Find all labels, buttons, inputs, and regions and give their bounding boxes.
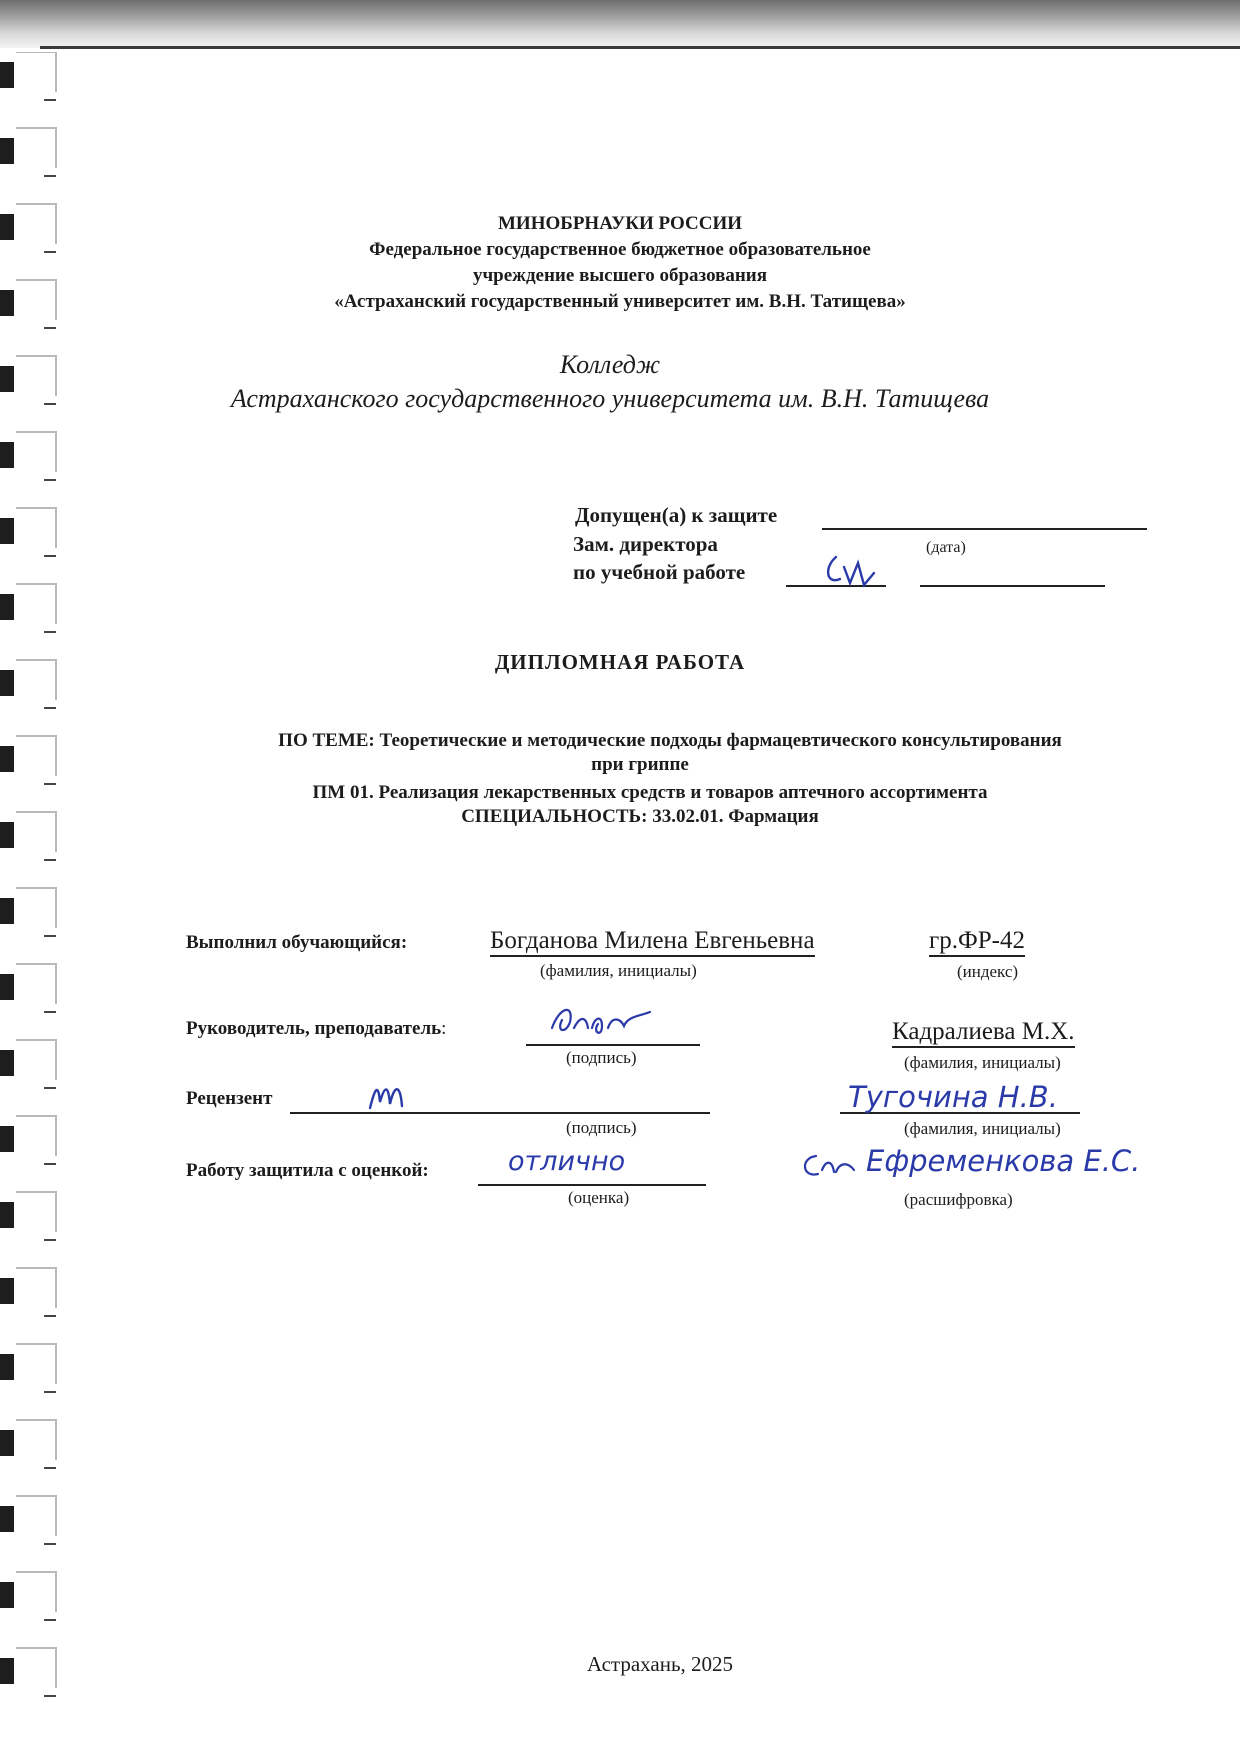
org-line-1: Федеральное государственное бюджетное образовательное	[369, 239, 871, 260]
deputy-date-line	[920, 585, 1105, 587]
student-name-caption: (фамилия, инициалы)	[540, 961, 697, 980]
admitted-label: Допущен(а) к защите	[575, 503, 778, 527]
reviewer-name-caption: (фамилия, инициалы)	[904, 1119, 1061, 1138]
academic-work-label: по учебной работе	[573, 560, 746, 584]
student-label: Выполнил обучающийся:	[186, 932, 408, 953]
specialty-line: СПЕЦИАЛЬНОСТЬ: 33.02.01. Фармация	[461, 806, 819, 827]
decode-handwritten: Ефременкова Е.С.	[866, 1144, 1141, 1178]
scan-top-shadow	[0, 0, 1240, 48]
student-name: Богданова Милена Евгеньевна	[490, 927, 815, 957]
module-line: ПМ 01. Реализация лекарственных средств и товаров аптечного ассортимента	[312, 782, 988, 803]
topic-line-2: при гриппе	[591, 754, 689, 775]
college-line-2: Астраханского государственного университета им. В.Н. Татищева	[230, 384, 990, 413]
reviewer-signature-caption: (подпись)	[566, 1118, 637, 1137]
student-group: гр.ФР-42	[929, 927, 1025, 957]
supervisor-label-text: Руководитель, преподаватель	[186, 1018, 442, 1039]
date-caption: (дата)	[926, 539, 966, 556]
org-line-3: «Астраханский государственный университет им. В.Н. Татищева»	[334, 291, 906, 312]
grade-line	[478, 1184, 706, 1186]
city-year: Астрахань, 2025	[586, 1652, 734, 1676]
supervisor-label	[186, 1018, 446, 1040]
supervisor-signature-caption: (подпись)	[566, 1048, 637, 1067]
deputy-signature-mark	[814, 545, 894, 595]
supervisor-name-caption: (фамилия, инициалы)	[904, 1053, 1061, 1072]
grade-handwritten: отлично	[508, 1146, 626, 1177]
org-line-2: учреждение высшего образования	[472, 265, 768, 286]
reviewer-signature	[358, 1072, 428, 1116]
reviewer-signature-line	[290, 1112, 710, 1114]
decode-caption: (расшифровка)	[904, 1190, 1013, 1209]
reviewer-label: Рецензент	[186, 1088, 273, 1109]
ministry-title: МИНОБРНАУКИ РОССИИ	[497, 213, 743, 234]
student-group-caption: (индекс)	[957, 962, 1019, 981]
deputy-director-label: Зам. директора	[573, 532, 718, 556]
grade-caption: (оценка)	[568, 1188, 630, 1207]
decode-signature	[796, 1146, 860, 1186]
college-line-1: Колледж	[559, 350, 661, 379]
supervisor-signature	[546, 998, 656, 1046]
topic-line-1: ПО ТЕМЕ: Теоретические и методические подходы фармацевтического консультирования	[278, 730, 1062, 751]
work-type-title: ДИПЛОМНАЯ РАБОТА	[494, 650, 746, 674]
reviewer-handwritten-name: Тугочина Н.В.	[848, 1080, 1058, 1114]
admitted-date-line	[822, 528, 1147, 530]
supervisor-name: Кадралиева М.Х.	[892, 1018, 1075, 1048]
defense-label: Работу защитила с оценкой:	[186, 1160, 429, 1181]
scan-top-edge	[40, 46, 1240, 49]
supervisor-label-colon: :	[441, 1018, 447, 1039]
